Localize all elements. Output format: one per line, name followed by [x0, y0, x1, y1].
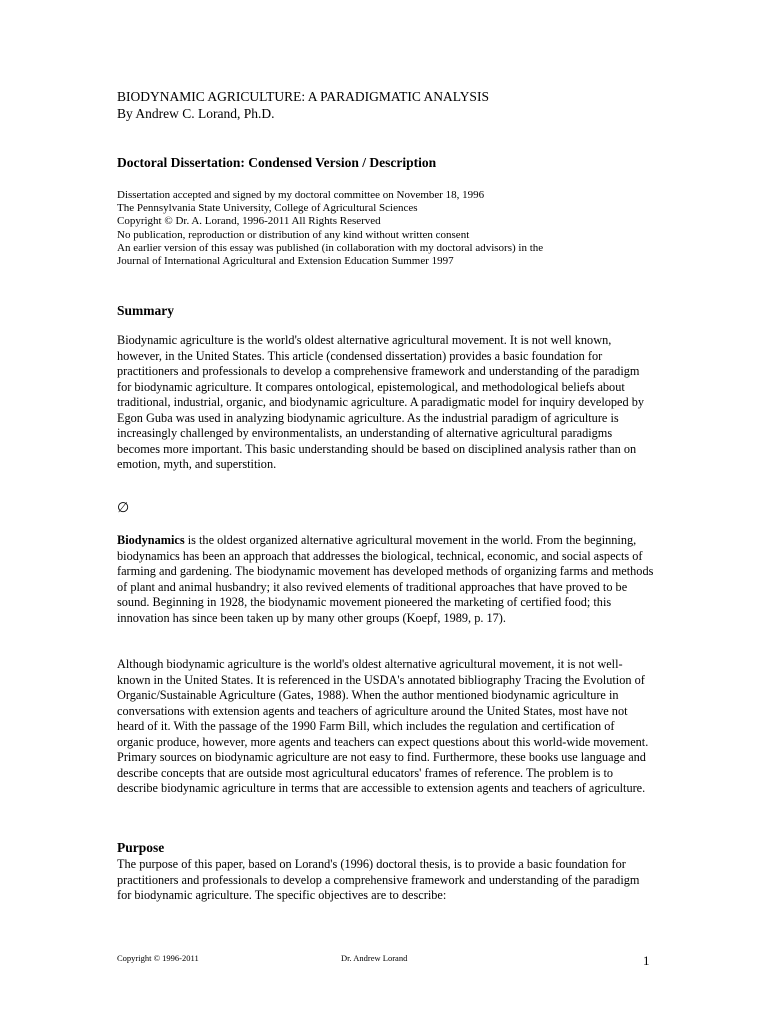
- purpose-paragraph: The purpose of this paper, based on Lorand's (1996) doctoral thesis, is to provide a basic foundation for practitioners and professionals to develop a comprehensive framework and understanding of the paradigm for biodynamic agriculture. The specific objectives are to describe:: [117, 857, 640, 902]
- footer-copyright: Copyright © 1996-2011: [117, 953, 199, 963]
- dissertation-heading: Doctoral Dissertation: Condensed Version / Description: [117, 155, 437, 170]
- info-line: The Pennsylvania State University, College of Agricultural Sciences: [117, 202, 418, 215]
- biodynamics-text: is the oldest organized alternative agricultural movement in the world. From the beginning, biodynamics has been an approach that addresses the biological, technical, economic, and social aspects of farming and gardening. The biodynamic movement has developed methods of organizing farms and methods of plant and animal husbandry; it also revived elements of traditional approaches that have proved to be sound. Beginning in 1928, the biodynamic movement pioneered the marketing of certified food; this innovation has since been taken up by many other groups (Koepf, 1989, p. 17).: [117, 533, 654, 625]
- summary-paragraph: Biodynamic agriculture is the world's oldest alternative agricultural movement. It is not well known, however, in the United States. This article (condensed dissertation) provides a basic foundation for practitioners and professionals to develop a comprehensive framework and understanding of the paradigm for biodynamic agriculture. It compares ontological, epistemological, and methodological beliefs about traditional, industrial, organic, and biodynamic agriculture. A paradigmatic model for inquiry developed by Egon Guba was used in analyzing biodynamic agriculture. As the industrial paradigm of agriculture is increasingly challenged by environmentalists, an understanding of alternative agricultural paradigms becomes more important. This basic understanding should be based on disciplined analysis rather than on emotion, myth, and superstition.: [117, 333, 645, 471]
- biodynamics-paragraph: [117, 533, 654, 626]
- footer-author: Dr. Andrew Lorand: [341, 953, 408, 963]
- document-title: BIODYNAMIC AGRICULTURE: A PARADIGMATIC ANALYSIS: [117, 89, 489, 104]
- info-line: Copyright © Dr. A. Lorand, 1996-2011 All Rights Reserved: [117, 215, 381, 228]
- summary-heading: Summary: [117, 303, 174, 318]
- document-author: By Andrew C. Lorand, Ph.D.: [117, 106, 275, 121]
- page-number: 1: [643, 953, 650, 968]
- purpose-heading: Purpose: [117, 840, 165, 855]
- biodynamics-lead: Biodynamics: [117, 533, 185, 547]
- info-line: An earlier version of this essay was published (in collaboration with my doctoral advisors) in the: [117, 241, 544, 254]
- info-line: Dissertation accepted and signed by my doctoral committee on November 18, 1996: [117, 189, 485, 201]
- dissertation-info: [117, 189, 543, 268]
- background-paragraph: Although biodynamic agriculture is the world's oldest alternative agricultural movement, it is not well-known in the United States. It is referenced in the USDA's annotated bibliography Tracing the Evolution of Organic/Sustainable Agriculture (Gates, 1988). When the author mentioned biodynamic agriculture in conversations with extension agents and teachers of agriculture around the United States, most have not heard of it. With the passage of the 1990 Farm Bill, which includes the regulation and certification of organic produce, however, more agents and teachers can expect questions about this world-wide movement. Primary sources on biodynamic agriculture are not easy to find. Furthermore, these books use language and describe concepts that are outside most agricultural educators' frames of reference. The problem is to describe biodynamic agriculture in terms that are accessible to extension agents and teachers of agriculture.: [117, 657, 649, 795]
- leaf-divider-icon: ∅: [117, 501, 130, 516]
- info-line: No publication, reproduction or distribution of any kind without written consent: [117, 228, 470, 241]
- info-line: Journal of International Agricultural and Extension Education Summer 1997: [117, 255, 454, 268]
